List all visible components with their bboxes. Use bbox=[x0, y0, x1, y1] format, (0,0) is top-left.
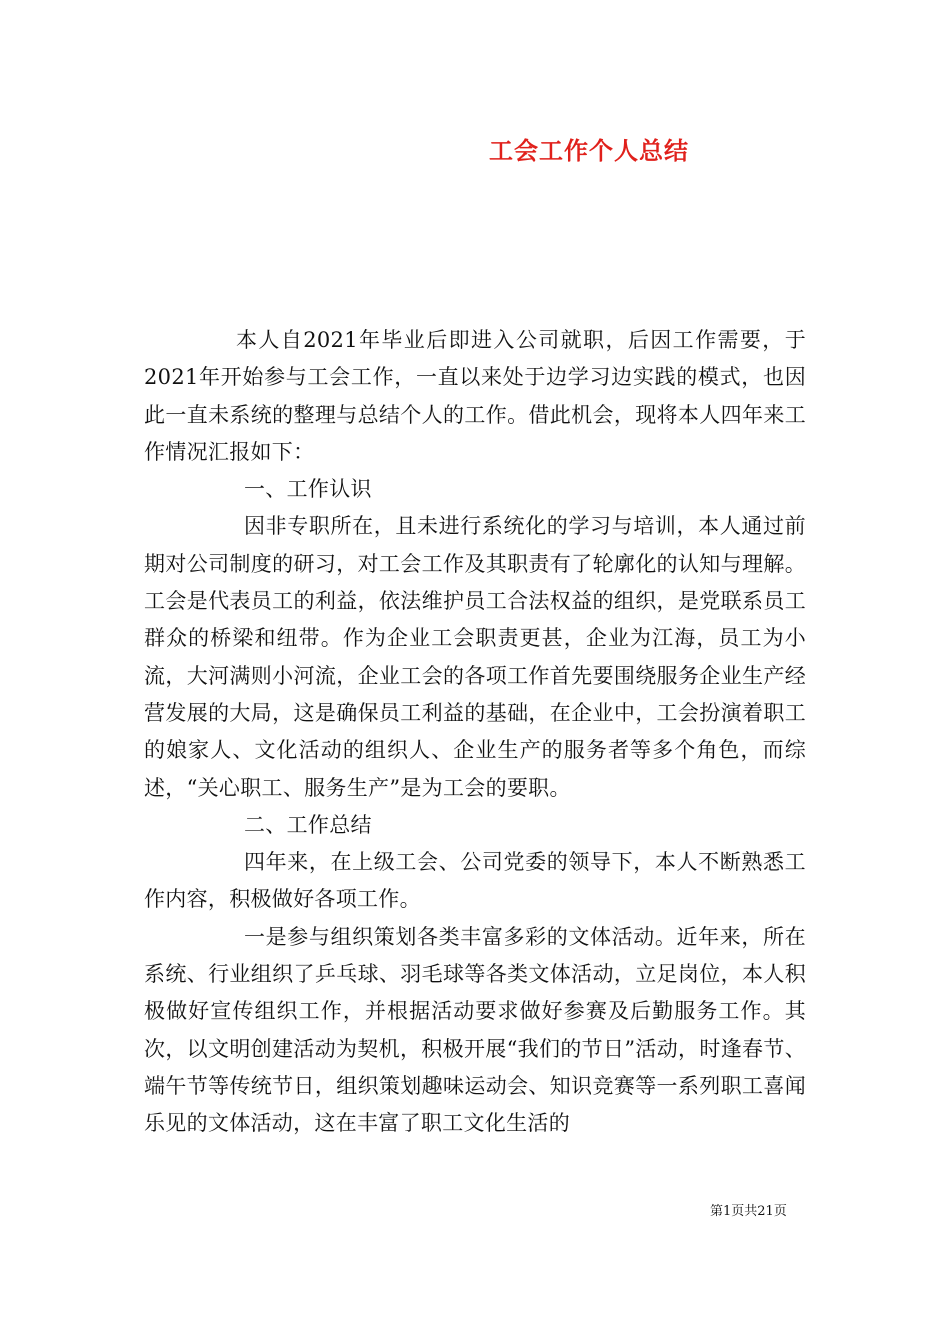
document-body bbox=[144, 322, 806, 1143]
section-heading-1: 一、工作认识 bbox=[244, 477, 372, 502]
section-heading-2: 二、工作总结 bbox=[244, 812, 372, 837]
paragraph-activities: 一是参与组织策划各类丰富多彩的文体活动。近年来，所在系统、行业组织了乒乓球、羽毛球等各类文体活动，立足岗位，本人积极做好宣传组织工作，并根据活动要求做好参赛及后勤服务工作。其次，以文明创建活动为契机，积极开展“我们的节日”活动，时逢春节、端午节等传统节日，组织策划趣味运动会、知识竞赛等一系列职工喜闻乐见的文体活动，这在丰富了职工文化生活的 bbox=[144, 924, 806, 1136]
page-number-footer: 第1页共21页 bbox=[710, 1204, 787, 1219]
paragraph-summary-intro: 四年来，在上级工会、公司党委的领导下，本人不断熟悉工作内容，积极做好各项工作。 bbox=[144, 850, 806, 912]
paragraph-intro: 本人自2021年毕业后即进入公司就职，后因工作需要，于2021年开始参与工会工作，一直以来处于边学习边实践的模式，也因此一直未系统的整理与总结个人的工作。借此机会，现将本人四年来工作情况汇报如下： bbox=[144, 328, 806, 464]
document-title: 工会工作个人总结 bbox=[489, 136, 689, 165]
paragraph-work-understanding: 因非专职所在，且未进行系统化的学习与培训，本人通过前期对公司制度的研习，对工会工作及其职责有了轮廓化的认知与理解。工会是代表员工的利益，依法维护员工合法权益的组织，是党联系员工群众的桥梁和纽带。作为企业工会职责更甚，企业为江海，员工为小流，大河满则小河流，企业工会的各项工作首先要围绕服务企业生产经营发展的大局，这是确保员工利益的基础，在企业中，工会扮演着职工的娘家人、文化活动的组织人、企业生产的服务者等多个角色，而综述，“关心职工、服务生产”是为工会的要职。 bbox=[144, 514, 806, 800]
